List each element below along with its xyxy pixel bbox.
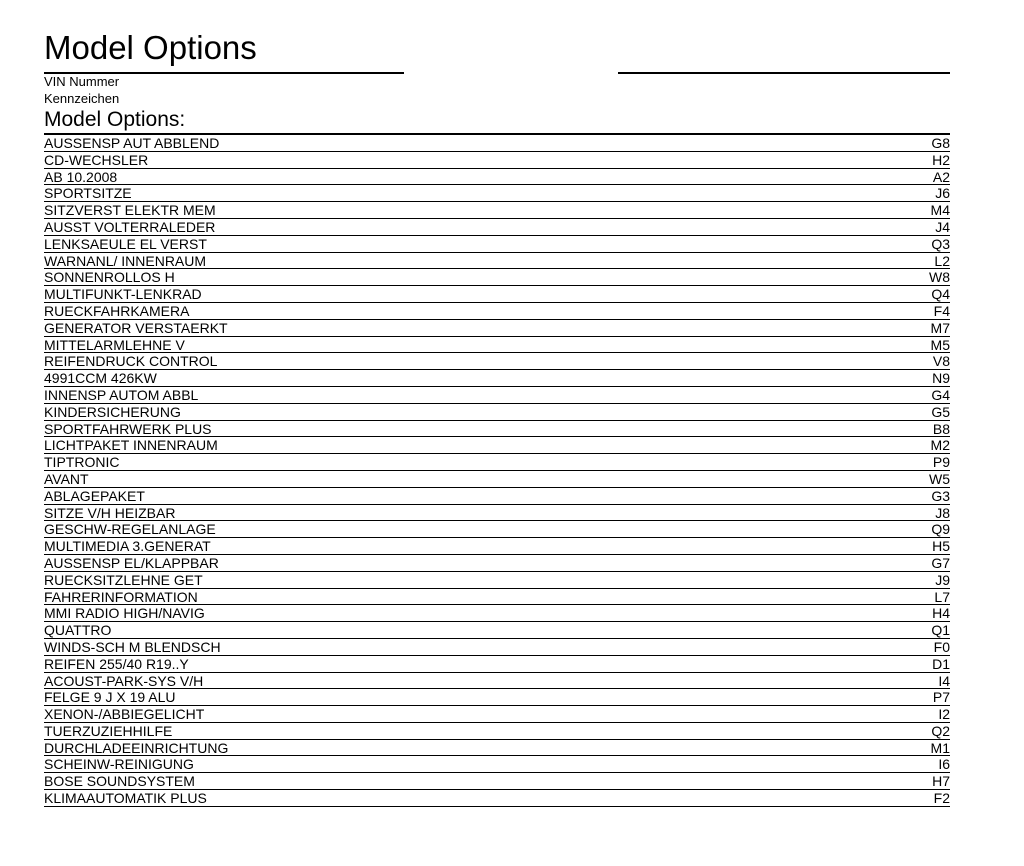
option-code: J9: [935, 571, 950, 588]
page-title: Model Options: [44, 29, 257, 66]
option-name: WINDS-SCH M BLENDSCH: [44, 638, 221, 655]
table-row: [44, 303, 950, 320]
option-name: WARNANL/ INNENRAUM: [44, 252, 207, 269]
option-name: SCHEINW-REINIGUNG: [44, 756, 194, 773]
table-row: [44, 437, 950, 454]
option-name: QUATTRO: [44, 622, 112, 639]
option-code: F0: [933, 638, 950, 655]
option-name: CD-WECHSLER: [44, 151, 149, 168]
option-code: G3: [931, 487, 950, 504]
option-name: KINDERSICHERUNG: [44, 403, 181, 420]
option-code: J4: [935, 218, 950, 235]
table-row: [44, 572, 950, 589]
option-code: M1: [930, 739, 950, 756]
option-code: F2: [933, 790, 950, 807]
signature-line: [618, 72, 950, 74]
option-code: H7: [932, 773, 950, 790]
option-name: FAHRERINFORMATION: [44, 588, 198, 605]
option-code: G5: [931, 403, 950, 420]
option-code: W5: [929, 470, 950, 487]
option-name: MULTIMEDIA 3.GENERAT: [44, 538, 211, 555]
option-code: B8: [932, 420, 950, 437]
option-name: XENON-/ABBIEGELICHT: [44, 706, 205, 723]
table-row: [44, 320, 950, 337]
option-code: Q1: [931, 622, 950, 639]
option-code: I6: [938, 756, 950, 773]
option-name: AB 10.2008: [44, 168, 118, 185]
table-row: [44, 538, 950, 555]
option-name: AUSST VOLTERRALEDER: [44, 218, 216, 235]
table-row: [44, 185, 950, 202]
table-row: [44, 740, 950, 757]
option-name: RUECKFAHRKAMERA: [44, 302, 190, 319]
section-title: Model Options:: [44, 108, 186, 131]
table-row: [44, 505, 950, 522]
option-code: F4: [933, 302, 950, 319]
option-code: W8: [929, 269, 950, 286]
option-code: M2: [930, 437, 950, 454]
table-row: [44, 219, 950, 236]
option-name: REIFEN 255/40 R19..Y: [44, 655, 189, 672]
option-name: MITTELARMLEHNE V: [44, 336, 185, 353]
option-name: 4991CCM 426KW: [44, 370, 157, 387]
table-row: [44, 689, 950, 706]
option-name: AVANT: [44, 470, 89, 487]
option-code: D1: [932, 655, 950, 672]
option-code: Q9: [931, 521, 950, 538]
option-name: GESCHW-REGELANLAGE: [44, 521, 216, 538]
option-code: H2: [932, 151, 950, 168]
table-row: [44, 756, 950, 773]
option-name: FELGE 9 J X 19 ALU: [44, 689, 176, 706]
option-name: GENERATOR VERSTAERKT: [44, 319, 228, 336]
option-code: N9: [932, 370, 950, 387]
option-name: INNENSP AUTOM ABBL: [44, 386, 199, 403]
option-name: LENKSAEULE EL VERST: [44, 235, 207, 252]
option-name: AUSSENSP AUT ABBLEND: [44, 135, 220, 151]
table-row: [44, 521, 950, 538]
option-code: I2: [938, 706, 950, 723]
table-row: [44, 404, 950, 421]
table-row: [44, 387, 950, 404]
option-code: J8: [935, 504, 950, 521]
option-name: TIPTRONIC: [44, 454, 120, 471]
table-row: [44, 353, 950, 370]
table-row: [44, 454, 950, 471]
option-name: SPORTSITZE: [44, 185, 132, 202]
table-row: [44, 286, 950, 303]
option-name: KLIMAAUTOMATIK PLUS: [44, 790, 207, 807]
table-row: [44, 723, 950, 740]
option-code: J6: [935, 185, 950, 202]
option-code: P9: [932, 454, 950, 471]
option-code: M4: [930, 202, 950, 219]
table-row: [44, 253, 950, 270]
option-name: DURCHLADEEINRICHTUNG: [44, 739, 229, 756]
table-row: [44, 269, 950, 286]
option-code: G4: [931, 386, 950, 403]
table-row: [44, 471, 950, 488]
table-row: [44, 169, 950, 186]
table-row: [44, 706, 950, 723]
table-row: [44, 790, 950, 807]
table-row: [44, 152, 950, 169]
table-row: [44, 370, 950, 387]
option-name: SITZE V/H HEIZBAR: [44, 504, 176, 521]
option-code: M5: [930, 336, 950, 353]
option-code: I4: [938, 672, 950, 689]
table-row: [44, 135, 950, 152]
option-name: MMI RADIO HIGH/NAVIG: [44, 605, 205, 622]
table-row: [44, 589, 950, 606]
table-row: [44, 673, 950, 690]
table-row: [44, 773, 950, 790]
table-row: [44, 421, 950, 438]
option-code: H4: [932, 605, 950, 622]
option-name: MULTIFUNKT-LENKRAD: [44, 286, 202, 303]
option-code: V8: [932, 353, 950, 370]
table-row: [44, 555, 950, 572]
option-code: P7: [932, 689, 950, 706]
table-row: [44, 488, 950, 505]
option-code: G7: [931, 554, 950, 571]
plate-label: Kennzeichen: [44, 91, 120, 106]
option-code: A2: [932, 168, 950, 185]
table-row: [44, 656, 950, 673]
option-name: LICHTPAKET INNENRAUM: [44, 437, 218, 454]
table-row: [44, 236, 950, 253]
option-name: RUECKSITZLEHNE GET: [44, 571, 203, 588]
table-row: [44, 605, 950, 622]
table-row: [44, 639, 950, 656]
table-row: [44, 622, 950, 639]
option-name: SPORTFAHRWERK PLUS: [44, 420, 212, 437]
option-code: G8: [931, 135, 950, 151]
option-name: SITZVERST ELEKTR MEM: [44, 202, 216, 219]
options-table: [44, 133, 950, 807]
option-code: H5: [932, 538, 950, 555]
option-name: SONNENROLLOS H: [44, 269, 175, 286]
option-name: ACOUST-PARK-SYS V/H: [44, 672, 204, 689]
option-code: Q3: [931, 235, 950, 252]
option-code: L2: [934, 252, 950, 269]
option-code: M7: [930, 319, 950, 336]
option-name: AUSSENSP EL/KLAPPBAR: [44, 554, 219, 571]
vin-label: VIN Nummer: [44, 74, 120, 89]
option-code: L7: [934, 588, 950, 605]
option-code: Q2: [931, 722, 950, 739]
option-name: TUERZUZIEHHILFE: [44, 722, 173, 739]
table-row: [44, 202, 950, 219]
option-name: BOSE SOUNDSYSTEM: [44, 773, 195, 790]
option-code: Q4: [931, 286, 950, 303]
option-name: ABLAGEPAKET: [44, 487, 145, 504]
option-name: REIFENDRUCK CONTROL: [44, 353, 218, 370]
table-row: [44, 337, 950, 354]
